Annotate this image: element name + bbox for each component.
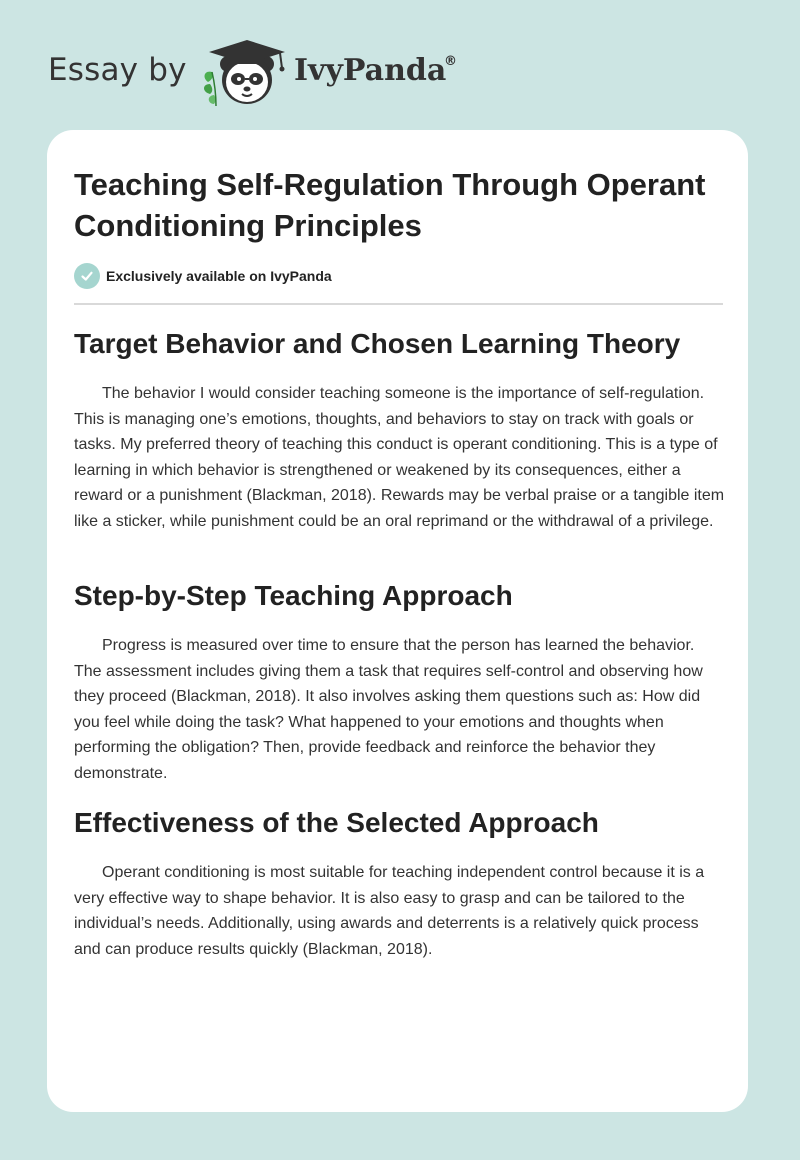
section-heading: Target Behavior and Chosen Learning Theory: [74, 328, 681, 359]
section-effectiveness: [74, 806, 726, 962]
section-target-behavior: [74, 327, 726, 534]
section-heading: Step-by-Step Teaching Approach: [74, 580, 513, 611]
section-paragraph: Operant conditioning is most suitable for teaching independent control because it is a very effective way to shape behavior. It is also easy to grasp and can be tailored to the individual’s needs. Additionally, using awards and deterrents is a relatively quick process and can produce results quickly (Blackman, 2018).: [74, 864, 705, 958]
section-heading: Effectiveness of the Selected Approach: [74, 807, 599, 838]
panda-logo-icon[interactable]: [200, 34, 292, 110]
section-paragraph: Progress is measured over time to ensure that the person has learned the behavior. The assessment includes giving them a task that requires self-control and observing how they proceed (Blackman, 2018). It also involves asking them questions such as: How did you feel while doing the task? What happened to your emotions and thoughts when performing the obligation? Then, provide feedback and reinforce the behavior they demonstrate.: [74, 637, 703, 782]
essay-card: [47, 130, 748, 1112]
check-icon: [74, 263, 100, 289]
badge-label: Exclusively available on IvyPanda: [106, 268, 332, 284]
site-header: [0, 0, 800, 130]
brand-prefix: Essay by: [48, 52, 187, 88]
brand-name: IvyPanda: [294, 53, 447, 88]
divider: [74, 303, 723, 305]
registered-mark: ®: [444, 54, 457, 69]
section-teaching-approach: [74, 579, 726, 786]
exclusive-badge: [74, 263, 332, 289]
page-title: Teaching Self-Regulation Through Operant Conditioning Principles: [74, 167, 706, 243]
section-paragraph: The behavior I would consider teaching someone is the importance of self-regulation. This is managing one’s emotions, thoughts, and behaviors to stay on track with goals or tasks. My preferred theory of teaching this conduct is operant conditioning. This is a type of learning in which behavior is strengthened or weakened by its consequences, either a reward or a punishment (Blackman, 2018). Rewards may be verbal praise or a tangible item like a sticker, while punishment could be an oral reprimand or the withdrawal of a privilege.: [74, 385, 725, 530]
